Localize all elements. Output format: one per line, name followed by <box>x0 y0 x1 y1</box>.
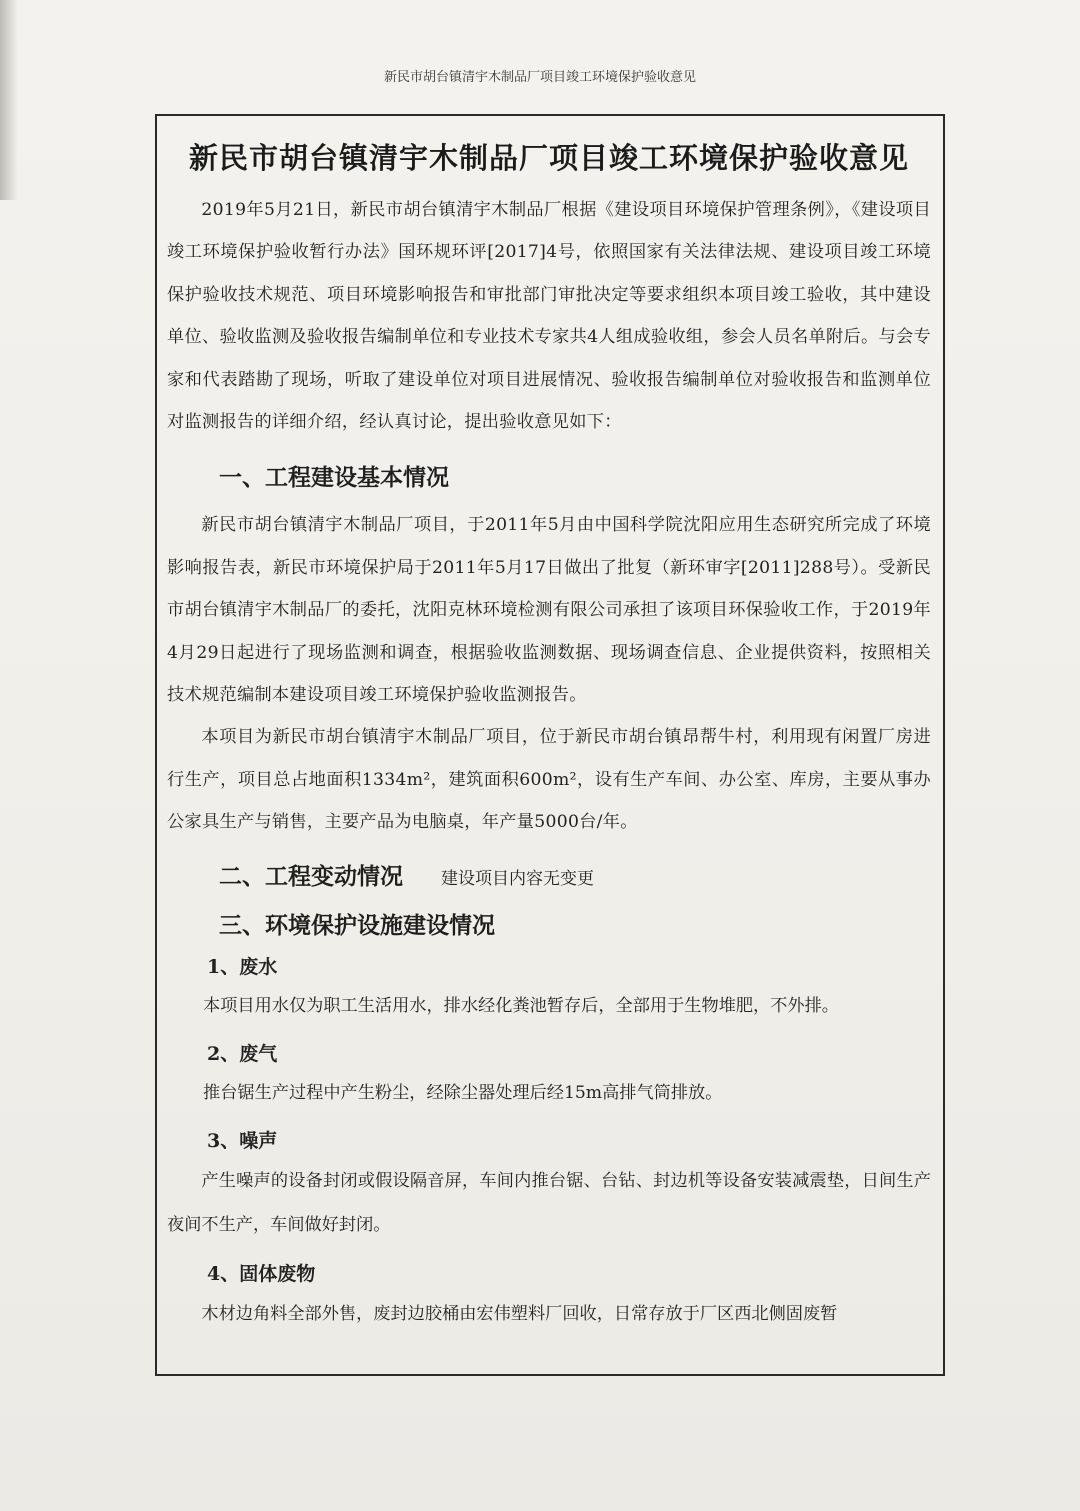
item-text-solid-waste: 木材边角料全部外售，废封边胶桶由宏伟塑料厂回收，日常存放于厂区西北侧固废暂 <box>201 1303 838 1324</box>
page-edge-shadow <box>0 0 18 200</box>
item-title-solid-waste: 4、固体废物 <box>207 1262 316 1285</box>
item-title-exhaust: 2、废气 <box>207 1042 278 1065</box>
document-frame <box>155 114 945 1376</box>
document-content <box>157 116 943 1336</box>
item-text-wastewater: 本项目用水仅为职工生活用水，排水经化粪池暂存后，全部用于生物堆肥，不外排。 <box>203 995 839 1016</box>
intro-paragraph: 2019年5月21日，新民市胡台镇清宇木制品厂根据《建设项目环境保护管理条例》，《建设项目竣工环境保护验收暂行办法》国环规环评[2017]4号，依照国家有关法律法规、建设项目竣工环境保护验收技术规范、项目环境影响报告和审批部门审批决定等要求组织本项目竣工验收，其中建设单位、验收监测及验收报告编制单位和专业技术专家共4人组成验收组，参会人员名单附后。与会专家和代表踏勘了现场，听取了建设单位对项目进展情况、验收报告编制单位对验收报告和监测单位对监测报告的详细介绍，经认真讨论，提出验收意见如下： <box>167 200 931 433</box>
item-title-wastewater: 1、废水 <box>207 955 278 978</box>
section-2-row <box>219 858 931 891</box>
section1-paragraph-1: 新民市胡台镇清宇木制品厂项目，于2011年5月由中国科学院沈阳应用生态研究所完成了环境影响报告表，新民市环境保护局于2011年5月17日做出了批复（新环审字[2011]288号）。受新民市胡台镇清宇木制品厂的委托，沈阳克林环境检测有限公司承担了该项目环保验收工作，于2019年4月29日起进行了现场监测和调查，根据验收监测数据、现场调查信息、企业提供资料，按照相关技术规范编制本建设项目竣工环境保护验收监测报告。 <box>167 515 931 706</box>
section-heading-1: 一、工程建设基本情况 <box>219 464 449 492</box>
section-heading-3: 三、环境保护设施建设情况 <box>219 911 495 939</box>
item-text-exhaust: 推台锯生产过程中产生粉尘，经除尘器处理后经15m高排气筒排放。 <box>203 1082 723 1103</box>
section2-note: 建设项目内容无变更 <box>441 868 594 889</box>
item-title-noise: 3、噪声 <box>207 1129 278 1152</box>
document-title: 新民市胡台镇清宇木制品厂项目竣工环境保护验收意见 <box>188 141 909 175</box>
section-heading-2: 二、工程变动情况 <box>219 862 403 890</box>
running-header: 新民市胡台镇清宇木制品厂项目竣工环境保护验收意见 <box>383 70 696 85</box>
section1-paragraph-2: 本项目为新民市胡台镇清宇木制品厂项目，位于新民市胡台镇昂帮牛村，利用现有闲置厂房进行生产，项目总占地面积1334m²，建筑面积600m²，设有生产车间、办公室、库房，主要从事办公家具生产与销售，主要产品为电脑桌，年产量5000台/年。 <box>167 727 931 833</box>
item-text-noise: 产生噪声的设备封闭或假设隔音屏，车间内推台锯、台钻、封边机等设备安装减震垫，日间生产夜间不生产，车间做好封闭。 <box>167 1170 931 1235</box>
